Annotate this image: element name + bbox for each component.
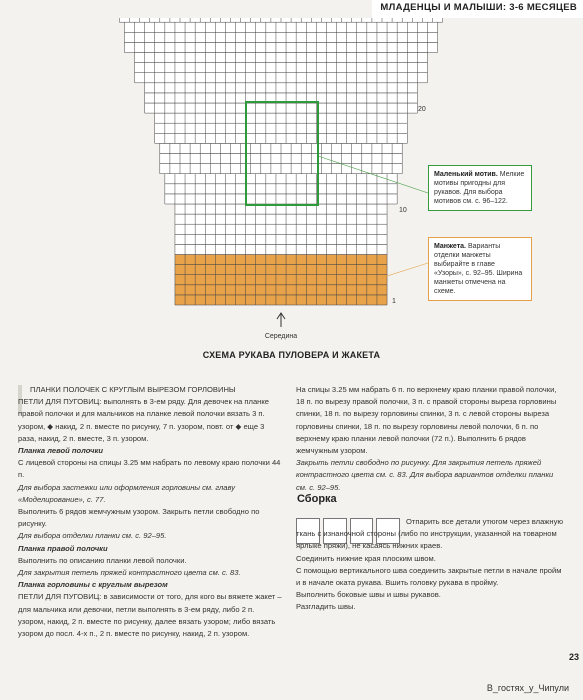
- chart-row: [165, 194, 397, 204]
- chart-row: [175, 275, 387, 285]
- center-label: Середина: [264, 333, 298, 340]
- legend-cuff: [428, 237, 532, 301]
- legend-small-motif: [428, 165, 532, 211]
- chart-row: [175, 224, 387, 234]
- left-column-paragraph: ПЕТЛИ ДЛЯ ПУГОВИЦ: выполнять в 3-ем ряду. Для девочек на планке правой полочки и для мальчиков на планке левой полочки вязать 3 п. узором, ◆ накид, 2 п. вместе по рисунку, 7 п. узором, повт. от ◆ еще 3 раза, накид, 2 п. вместе, 3 п. узором.: [18, 397, 270, 443]
- chart-row: [155, 133, 408, 143]
- chart-row: [145, 83, 418, 93]
- left-column-paragraph: Планка правой полочки: [18, 543, 108, 553]
- chart-row: [135, 63, 428, 73]
- left-column-paragraph: Для выбора отделки планки см. с. 92–95.: [18, 531, 167, 541]
- sborka-line: С помощью вертикального шва соединить закрытые петли в начале пройм и в начале оката рукава. Вшить головку рукава в пройму.: [296, 565, 562, 588]
- sborka-line: Отпарить все детали утюгом через влажную ткань с изнаночной стороны (либо по инструкции, указанной на товарном ярлыке пряжи), не касаясь нижних краев.: [296, 517, 564, 551]
- sborka-line: Выполнить боковые швы и швы рукавов.: [296, 590, 441, 600]
- left-column-paragraph: Планка левой полочки: [18, 446, 103, 456]
- chart-row: [175, 285, 387, 295]
- center-arrow-icon: [277, 313, 285, 327]
- legend-small-motif-title: Маленький мотив.: [434, 171, 498, 178]
- right-column-paragraph: Закрыть петли свободно по рисунку. Для закрытия петель пряжей контрастного цвета см. с. 83. Для выбора вариантов отделки планки см. с. 92–95.: [296, 458, 554, 492]
- legend-cuff-text: Варианты отделки манжеты выбирайте в главе «Узоры», с. 92–95. Ширина манжеты отмечена на схеме.: [434, 243, 523, 295]
- chart-row: [165, 174, 397, 184]
- left-column-paragraph: Выполнить по описанию планки левой полочки.: [18, 555, 187, 565]
- left-column-paragraph: С лицевой стороны на спицы 3.25 мм набрать по левому краю полочки 44 п.: [18, 458, 281, 480]
- cuff-connector: [381, 263, 428, 278]
- chart-row: [155, 123, 408, 133]
- chart-caption: СХЕМА РУКАВА ПУЛОВЕРА И ЖАКЕТА: [202, 350, 381, 360]
- legend-cuff-title: Манжета.: [434, 243, 466, 250]
- chart-row: [145, 103, 418, 113]
- chart-row: [175, 295, 387, 305]
- chart-row: [135, 53, 428, 63]
- chart-row: [175, 265, 387, 275]
- running-header: МЛАДЕНЦЫ И МАЛЫШИ: 3-6 МЕСЯЦЕВ: [372, 0, 583, 18]
- chart-row: [165, 184, 397, 194]
- right-column-paragraph: На спицы 3.25 мм набрать 6 п. по верхнему краю планки правой полочки, 18 п. по вырезу правой полочки, 3 п. с правой стороны выреза горловины спинки, 18 п. по вырезу горловины спинки, 3 п. с левой стороны выреза горловины спинки, 18 п. по вырезу горловины левой полочки, 6 п. по верхнему краю планки левой полочки (72 п.). Выполнить 6 рядов жемчужным узором.: [296, 385, 557, 456]
- left-column-paragraph: ПЕТЛИ ДЛЯ ПУГОВИЦ: в зависимости от того, для кого вы вяжете жакет – для мальчика или девочки, петли выполнять в 3-ем ряду, либо 2 п. узором, накид, 2 п. вместе по рисунку, далее вязать узором; либо вязать узором до посл. 4-х п., 2 п. вместе по рисунку, накид, 2 п. узором.: [18, 592, 282, 639]
- left-column: [18, 384, 282, 640]
- chart-row: [135, 73, 428, 83]
- chart-row: [175, 214, 387, 224]
- row-label: 10: [399, 207, 407, 215]
- left-column-paragraph: Выполнить 6 рядов жемчужным узором. Закрыть петли свободно по рисунку.: [18, 507, 260, 529]
- legend-small-motif-text: Мелкие мотивы пригодны для рукавов. Для выбора мотивов см. с. 96–122.: [434, 171, 525, 205]
- chart-row: [175, 244, 387, 254]
- sborka-heading: Сборка: [297, 493, 337, 505]
- chart-row: [175, 255, 387, 265]
- left-column-paragraph: Планка горловины с круглым вырезом: [18, 580, 168, 590]
- watermark: В_гостях_у_Чипули: [486, 683, 569, 693]
- sborka-line: Соединить нижние края плоским швом.: [296, 553, 436, 563]
- sborka-line: Разгладить швы.: [296, 602, 356, 612]
- page-number: 23: [568, 652, 579, 662]
- right-column: [296, 384, 566, 494]
- left-column-paragraph: Для выбора застежки или оформления горловины см. главу «Моделирование», с. 77.: [18, 482, 236, 504]
- row-label: 20: [418, 106, 426, 114]
- chart-row: [124, 32, 437, 42]
- chart-row: [124, 22, 437, 32]
- row-label: 1: [392, 297, 396, 305]
- left-column-paragraph: ПЛАНКИ ПОЛОЧЕК С КРУГЛЫМ ВЫРЕЗОМ ГОРЛОВИНЫ: [30, 385, 236, 394]
- left-column-paragraph: Для закрытия петель пряжей контрастного цвета см. с. 83.: [18, 568, 241, 578]
- chart-row: [124, 42, 437, 52]
- sborka-text: [296, 516, 566, 614]
- chart-row: [175, 234, 387, 244]
- chart-row: [155, 113, 408, 123]
